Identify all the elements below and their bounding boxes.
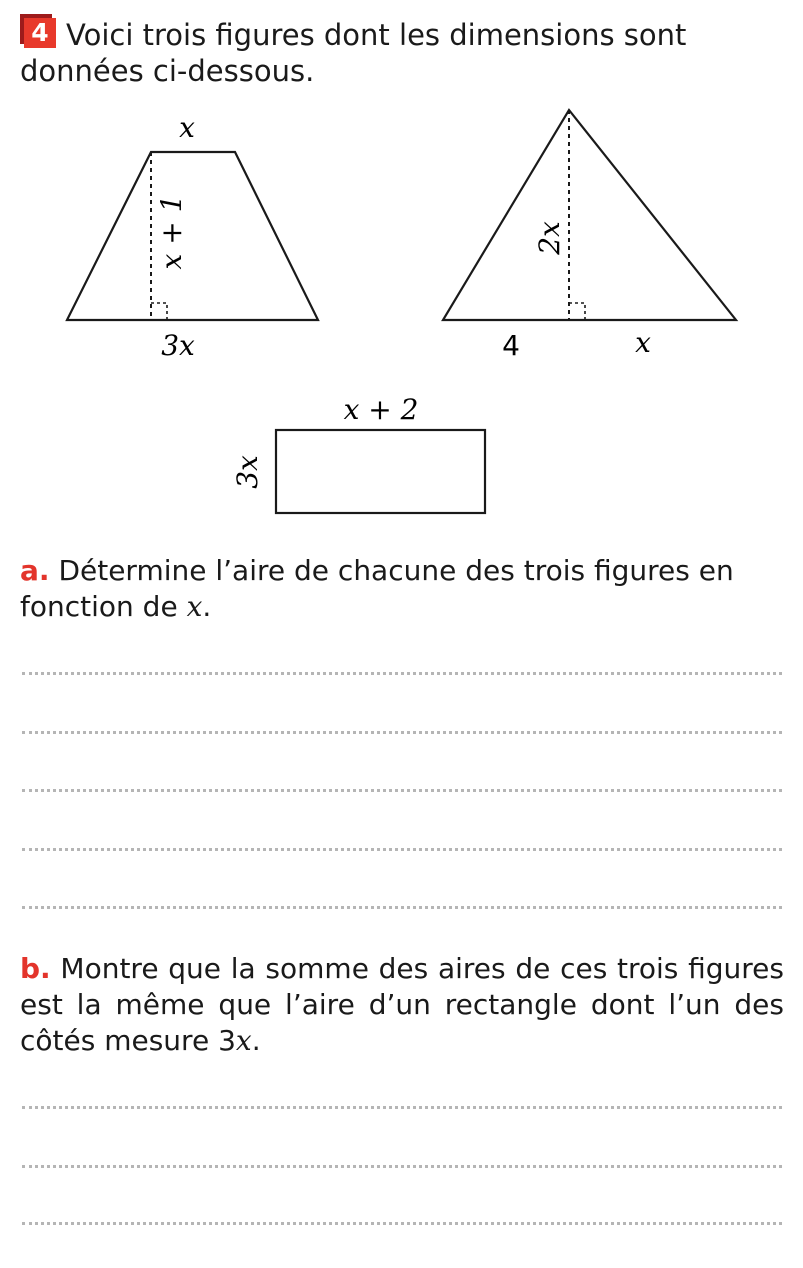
rectangle-height-label: 3x [231,455,264,489]
answer-line-a4[interactable] [22,848,782,851]
trapezoid-figure [67,111,318,362]
answer-line-a1[interactable] [22,672,782,675]
question-b [20,951,784,1059]
trapezoid-outline [67,152,318,320]
exercise-intro-text: Voici trois figures dont les dimensions sont données ci-dessous. [20,18,687,88]
rectangle-width-label: x + 2 [343,393,419,426]
triangle-right-angle-mark [569,303,585,320]
question-b-text: Montre que la somme des aires de ces trois figures est la même que l’aire d’un rectangle dont l’un des côtés mesure 3 [20,952,784,1057]
rectangle-outline [276,430,485,513]
question-b-text-end: . [251,1024,261,1057]
triangle-figure [443,110,736,362]
triangle-height-label: 2x [533,221,566,255]
trapezoid-right-angle-mark [151,303,167,320]
trapezoid-top-label: x [179,111,195,144]
answer-line-b2[interactable] [22,1165,782,1168]
question-b-variable: x [235,1024,252,1057]
answer-line-b3[interactable] [22,1222,782,1225]
trapezoid-base-label: 3x [161,329,195,362]
question-a-text-end: . [202,590,212,623]
question-a-variable: x [186,590,203,623]
rectangle-figure [231,393,485,513]
answer-line-a3[interactable] [22,789,782,792]
question-a [20,553,784,625]
figures-diagram [0,0,803,530]
triangle-outline [443,110,736,320]
question-a-text: Détermine l’aire de chacune des trois figures en fonction de [20,554,734,623]
answer-line-a5[interactable] [22,906,782,909]
triangle-base-right-label: x [635,326,651,359]
exercise-number: 4 [24,18,56,48]
question-b-label: b. [20,952,51,985]
trapezoid-height-label: x + 1 [155,194,188,270]
triangle-base-left-label: 4 [502,329,520,362]
answer-line-b1[interactable] [22,1106,782,1109]
answer-line-a2[interactable] [22,731,782,734]
question-a-label: a. [20,554,50,587]
